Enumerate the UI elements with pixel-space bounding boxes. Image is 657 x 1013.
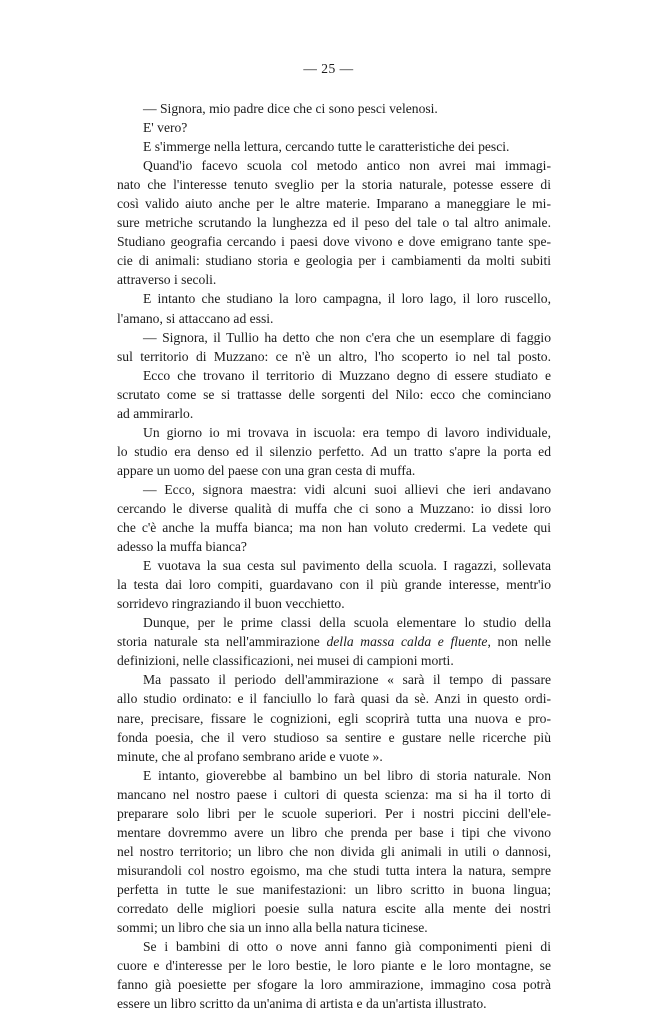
text-line: fonda poesia, che il vero studioso sa sentire e gustare nelle ricerche più xyxy=(117,729,551,745)
text-line: sommi; un libro che sia un inno alla bella natura ticinese. xyxy=(117,920,428,936)
text-line: nare, precisare, fissare le cognizioni, egli scoprirà tutta una nuova e pro- xyxy=(117,710,551,726)
text-line: scrutato come se si trattasse delle sorgenti del Nilo: ecco che cominciano xyxy=(117,386,551,402)
text-line: — Signora, il Tullio ha detto che non c'era che un esemplare di faggio xyxy=(143,329,551,345)
text-line: allo studio ordinato: e il fanciullo lo farà quasi da sè. Anzi in questo ordi- xyxy=(117,691,551,707)
text-line: lo studio era denso ed il silenzio perfetto. Ad un tratto s'apre la porta ed xyxy=(117,443,551,459)
text-line: nato che l'interesse tenuto sveglio per la storia naturale, potesse essere di xyxy=(117,177,551,193)
text-line: l'amano, si attaccano ad essi. xyxy=(117,310,274,326)
text-line: Se i bambini di otto o nove anni fanno già componimenti pieni di xyxy=(143,939,551,955)
text-line: cuore e d'interesse per le loro bestie, le loro piante e le loro montagne, se xyxy=(117,958,551,974)
text-line: cie di animali: studiano storia e geologia per i cambiamenti da molti subiti xyxy=(117,253,551,269)
text-line: E vuotava la sua cesta sul pavimento della scuola. I ragazzi, sollevata xyxy=(143,558,551,574)
text-line: mancano nel nostro paese i cultori di questa scienza: ma si ha il torto di xyxy=(117,786,551,802)
text-line: nel nostro territorio; un libro che non divida gli animali in utili o dannosi, xyxy=(117,843,551,859)
text-line: fanno già poesiette per sfogare la loro ammirazione, immagino cosa potrà xyxy=(117,977,551,993)
text-line: — Signora, mio padre dice che ci sono pesci velenosi. xyxy=(143,101,438,116)
text-line: così valido aiuto anche per le altre materie. Imparano a maneggiare le mi- xyxy=(117,196,551,212)
text-line: sorridevo ringraziando il buon vecchietto. xyxy=(117,596,345,612)
text-line: appare un uomo del paese con una gran cesta di muffa. xyxy=(117,462,416,478)
text-line: ad ammirarlo. xyxy=(117,405,194,421)
text-line: E intanto, gioverebbe al bambino un bel libro di storia naturale. Non xyxy=(143,767,551,783)
text-line: E intanto che studiano la loro campagna, il loro lago, il loro ruscello, xyxy=(143,291,551,307)
text-line: sure metriche scrutando la lunghezza ed il peso del tale o tal altro animale. xyxy=(117,215,551,231)
text-line: Quand'io facevo scuola col metodo antico non avrei mai immagi- xyxy=(143,158,551,174)
text-line: Ma passato il periodo dell'ammirazione « sarà il tempo di passare xyxy=(143,672,551,688)
text-line: sul territorio di Muzzano: ce n'è un altro, l'ho scoperto io nel tal posto. xyxy=(117,348,551,364)
text-line: E' vero? xyxy=(143,120,188,136)
page-number: — 25 — xyxy=(303,61,354,76)
text-line: storia naturale sta nell'ammirazione della massa calda e fluente, non nelle xyxy=(117,634,551,650)
text-line: definizioni, nelle classificazioni, nei musei di campioni morti. xyxy=(117,653,454,669)
text-line: mentare dovremmo avere un libro che prenda per base i tipi che vivono xyxy=(117,824,551,840)
text-line: cercando le diverse qualità di muffa che ci sono a Muzzano: io dissi loro xyxy=(117,500,551,516)
text-line: Ecco che trovano il territorio di Muzzano degno di essere studiato e xyxy=(143,367,551,383)
text-line: che c'è anche la muffa bianca; ma non han voluto credermi. La vedete qui xyxy=(117,520,551,536)
text-line: corredato delle migliori poesie sulla natura escite alla mente dei nostri xyxy=(117,900,551,916)
text-line: Dunque, per le prime classi della scuola elementare lo studio della xyxy=(143,615,551,631)
text-line: attraverso i secoli. xyxy=(117,272,217,288)
text-line: — Ecco, signora maestra: vidi alcuni suoi allievi che ieri andavano xyxy=(143,481,551,497)
text-line: Studiano geografia cercando i paesi dove vivono e dove emigrano tante spe- xyxy=(117,234,551,250)
body-text xyxy=(117,99,551,1013)
text-line: misurandoli col nostro egoismo, ma che studi tutta intera la natura, sempre xyxy=(117,862,551,878)
text-line: E s'immerge nella lettura, cercando tutte le caratteristiche dei pesci. xyxy=(143,139,510,155)
text-line: la testa dai loro compiti, guardavano con il più grande interesse, mentr'io xyxy=(117,577,551,593)
text-line: Un giorno io mi trovava in iscuola: era tempo di lavoro individuale, xyxy=(143,424,551,440)
text-line: preparare solo libri per le scuole superiori. Per i nostri piccini dell'ele- xyxy=(117,805,551,821)
text-line: essere un libro scritto da un'anima di artista e da un'artista illustrato. xyxy=(117,996,487,1012)
text-line: minute, che al profano sembrano aride e vuote ». xyxy=(117,748,383,764)
text-line: perfetta in tutte le sue manifestazioni: un libro scritto in buona lingua; xyxy=(117,881,551,897)
text-line: adesso la muffa bianca? xyxy=(117,539,247,555)
